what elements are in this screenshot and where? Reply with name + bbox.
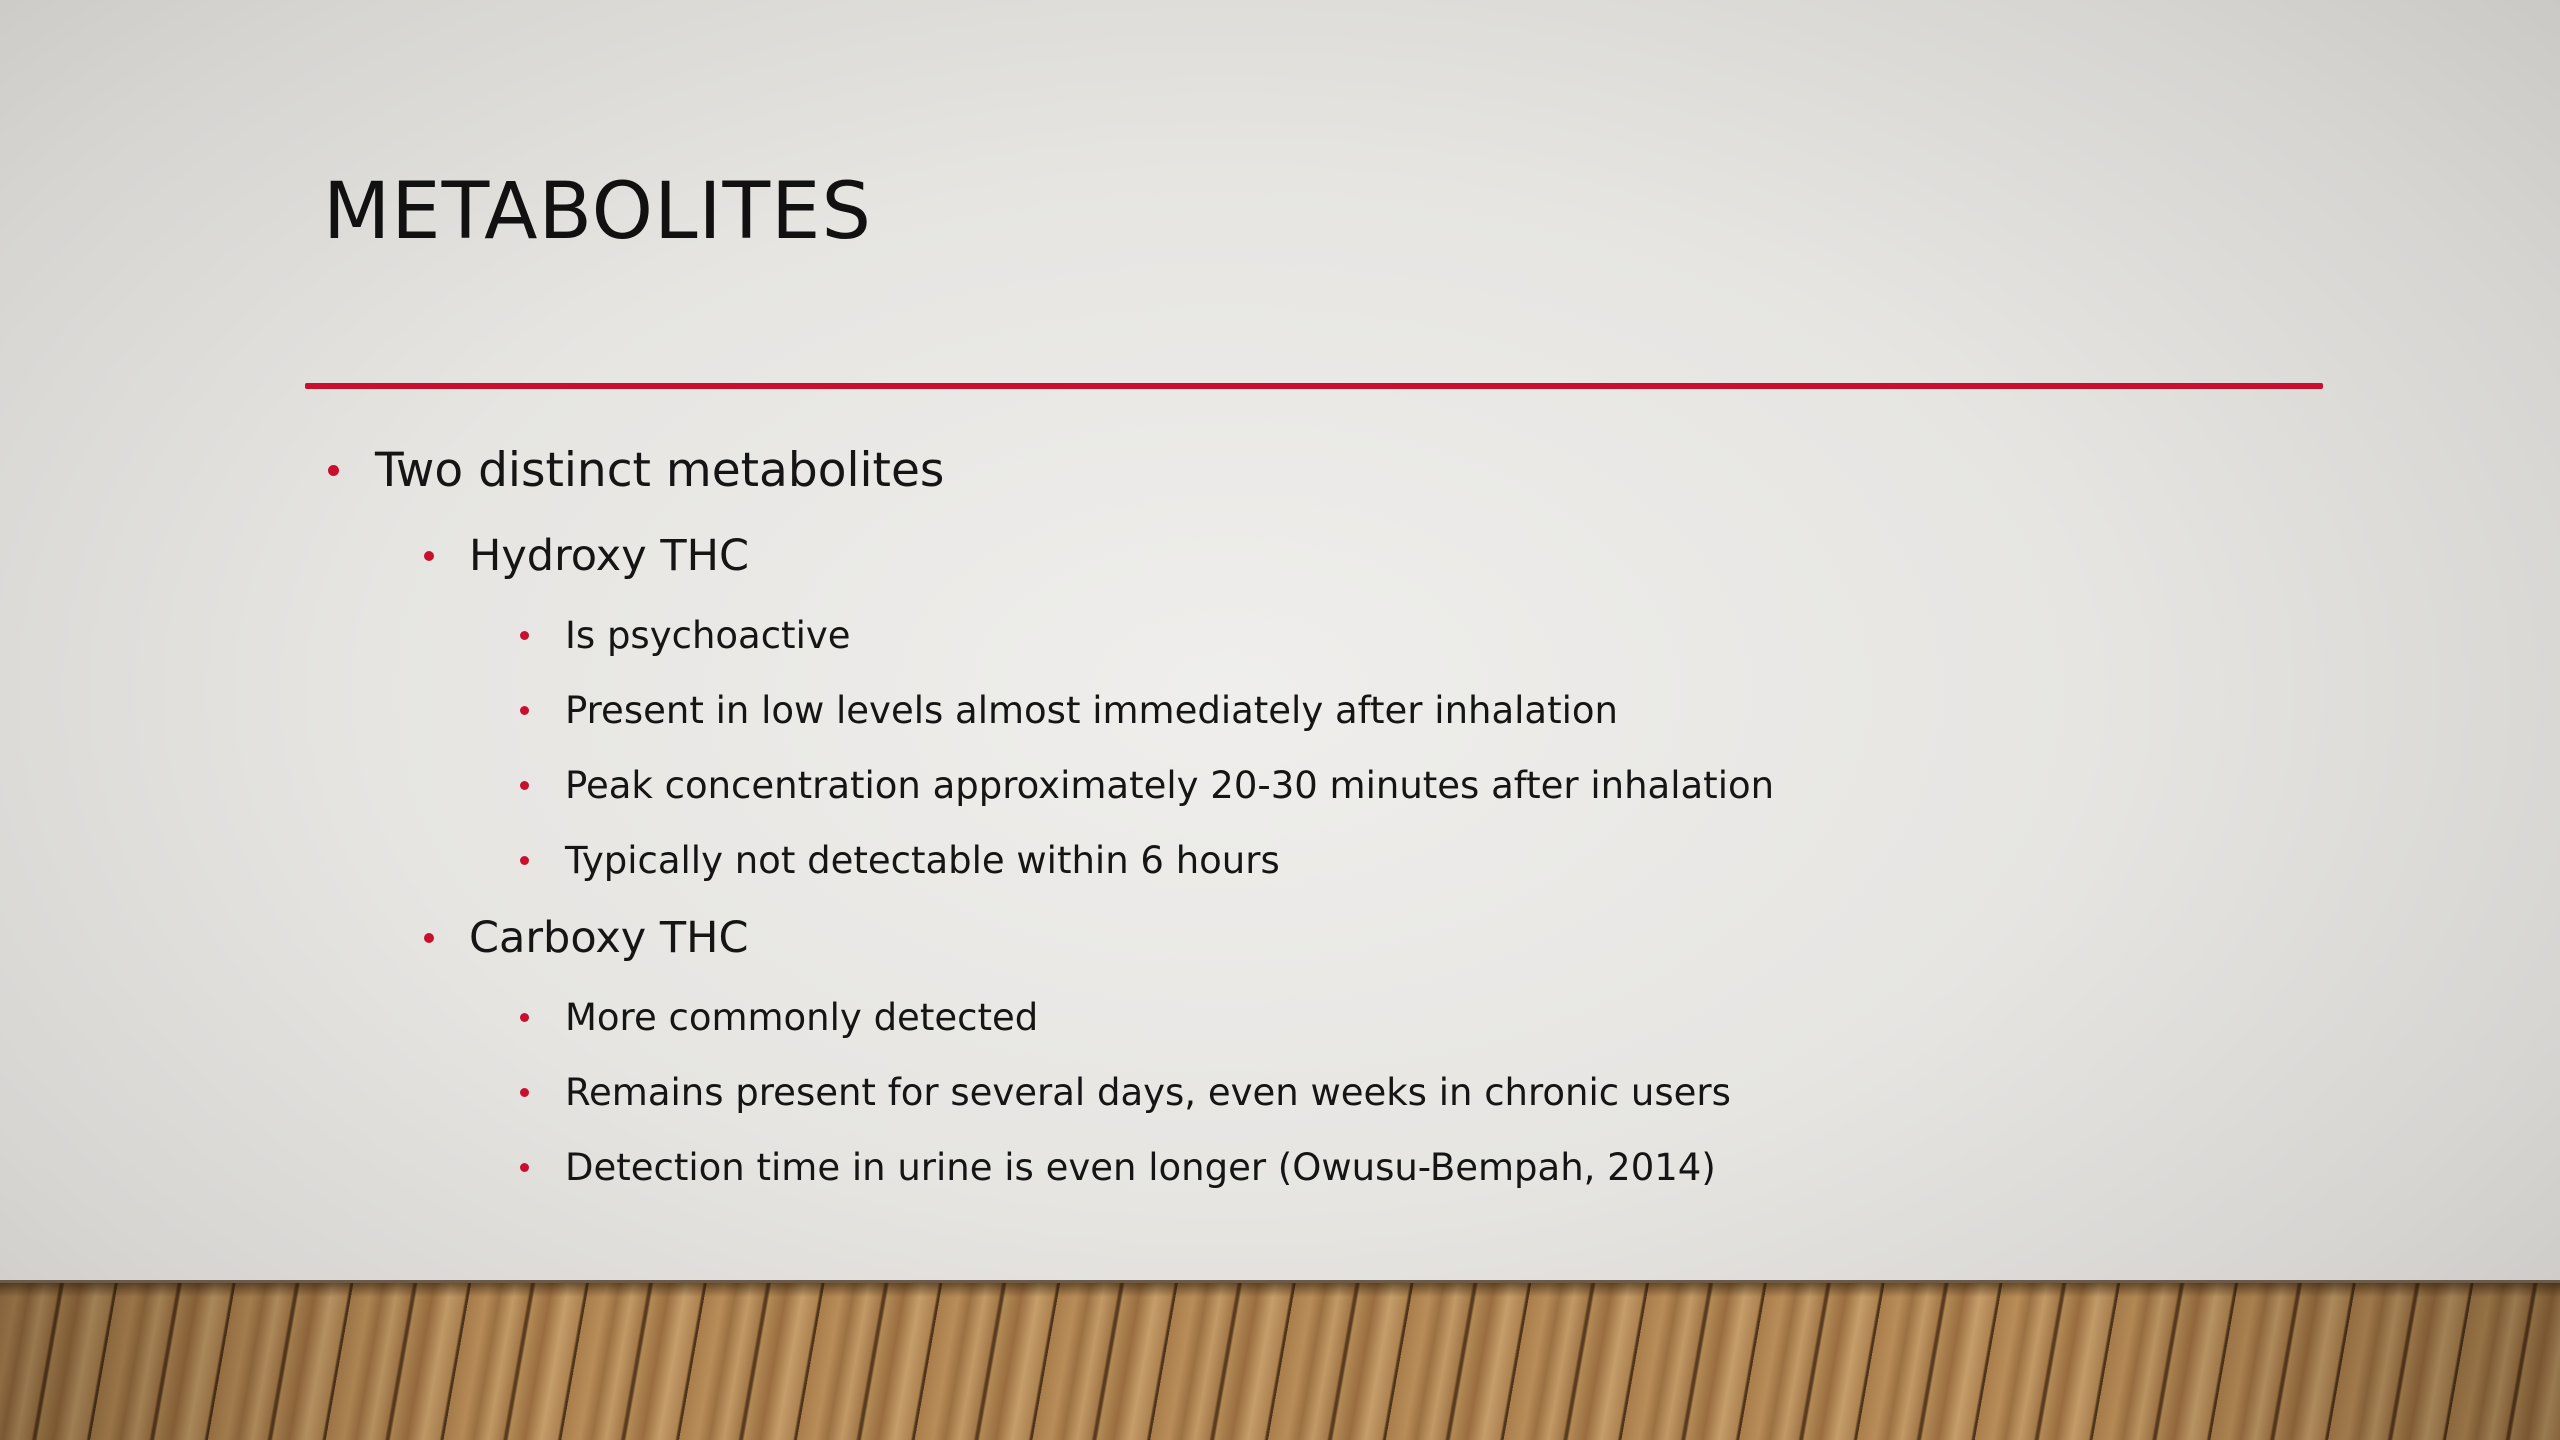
slide-title: METABOLITES [323,167,872,257]
bullet-two-distinct-metabolites [328,443,944,498]
bullet-text: Remains present for several days, even weeks in chronic users [565,1071,1731,1114]
bullet-dot-icon [328,465,339,476]
wood-floor-shading [0,1283,2560,1440]
bullet-peak-concentration [520,764,1774,807]
bullet-text: Typically not detectable within 6 hours [565,839,1280,882]
bullet-text: Hydroxy THC [469,531,749,581]
bullet-more-commonly-detected [520,996,1038,1039]
bullet-text: Peak concentration approximately 20-30 minutes after inhalation [565,764,1775,807]
bullet-dot-icon [520,1013,529,1022]
bullet-not-detectable [520,839,1280,882]
bullet-dot-icon [424,551,434,561]
bullet-dot-icon [424,933,434,943]
bullet-detection-time-urine [520,1146,1716,1189]
bullet-dot-icon [520,1163,529,1172]
bullet-is-psychoactive [520,614,851,657]
bullet-text: More commonly detected [565,996,1039,1039]
bullet-dot-icon [520,631,529,640]
bullet-text: Carboxy THC [469,913,749,963]
bullet-dot-icon [520,781,529,790]
bullet-hydroxy-thc [424,531,749,581]
bullet-text: Present in low levels almost immediately after inhalation [565,689,1618,732]
bullet-dot-icon [520,706,529,715]
bullet-text: Two distinct metabolites [375,443,945,498]
bullet-text: Detection time in urine is even longer (Owusu-Bempah, 2014) [565,1146,1716,1189]
bullet-dot-icon [520,856,529,865]
bullet-remains-present [520,1071,1731,1114]
bullet-present-low-levels [520,689,1618,732]
bullet-text: Is psychoactive [565,614,851,657]
bullet-carboxy-thc [424,913,749,963]
bullet-dot-icon [520,1088,529,1097]
